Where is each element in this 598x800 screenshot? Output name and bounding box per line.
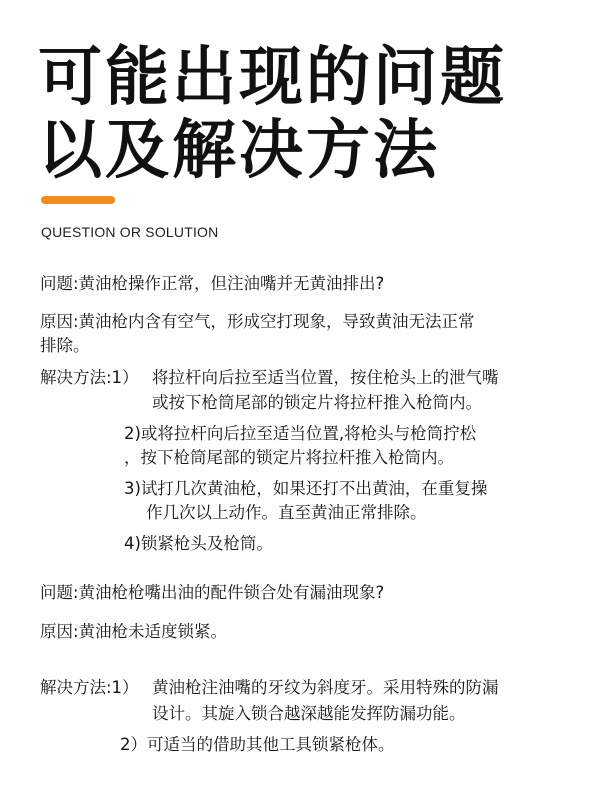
title-line-1: 可能出现的问题 <box>38 41 507 115</box>
cause-2: 原因:黄油枪未适度锁紧。 <box>40 622 228 641</box>
problem-2: 问题:黄油枪枪嘴出油的配件锁合处有漏油现象? <box>40 583 385 602</box>
accent-bar <box>41 196 115 204</box>
solution-1-step2-line1: 2)或将拉杆向后拉至适当位置,将枪头与枪筒拧松 <box>124 424 477 443</box>
solution-2-step1-line2: 设计。其旋入锁合越深越能发挥防漏功能。 <box>152 704 466 723</box>
solution-1-step4: 4)锁紧枪头及枪筒。 <box>124 534 273 553</box>
title-line-2: 以及解决方法 <box>38 114 440 188</box>
subtitle: QUESTION OR SOLUTION <box>41 224 219 240</box>
solution-1-step3-line2: 作几次以上动作。直至黄油正常排除。 <box>146 503 427 522</box>
cause-1-line-2: 排除。 <box>40 336 90 355</box>
solution-1-step1-line1: 将拉杆向后拉至适当位置，按住枪头上的泄气嘴 <box>152 368 499 387</box>
solution-1-label: 解决方法:1） <box>40 368 139 387</box>
solution-2-label: 解决方法:1） <box>40 678 139 697</box>
page-title <box>38 42 507 188</box>
solution-1-step2-line2: ，按下枪筒尾部的锁定片将拉杆推入枪筒内。 <box>124 448 454 467</box>
solution-2-step1-line1: 黄油枪注油嘴的牙纹为斜度牙。采用特殊的防漏 <box>152 678 499 697</box>
solution-2-step2: 2）可适当的借助其他工具锁紧枪体。 <box>120 735 395 754</box>
problem-1: 问题:黄油枪操作正常，但注油嘴并无黄油排出? <box>40 274 385 293</box>
solution-1-step3-line1: 3)试打几次黄油枪，如果还打不出黄油，在重复操 <box>124 479 488 498</box>
cause-1-line-1: 原因:黄油枪内含有空气，形成空打现象，导致黄油无法正常 <box>40 312 475 331</box>
solution-1-step1-line2: 或按下枪筒尾部的锁定片将拉杆推入枪筒内。 <box>152 393 482 412</box>
